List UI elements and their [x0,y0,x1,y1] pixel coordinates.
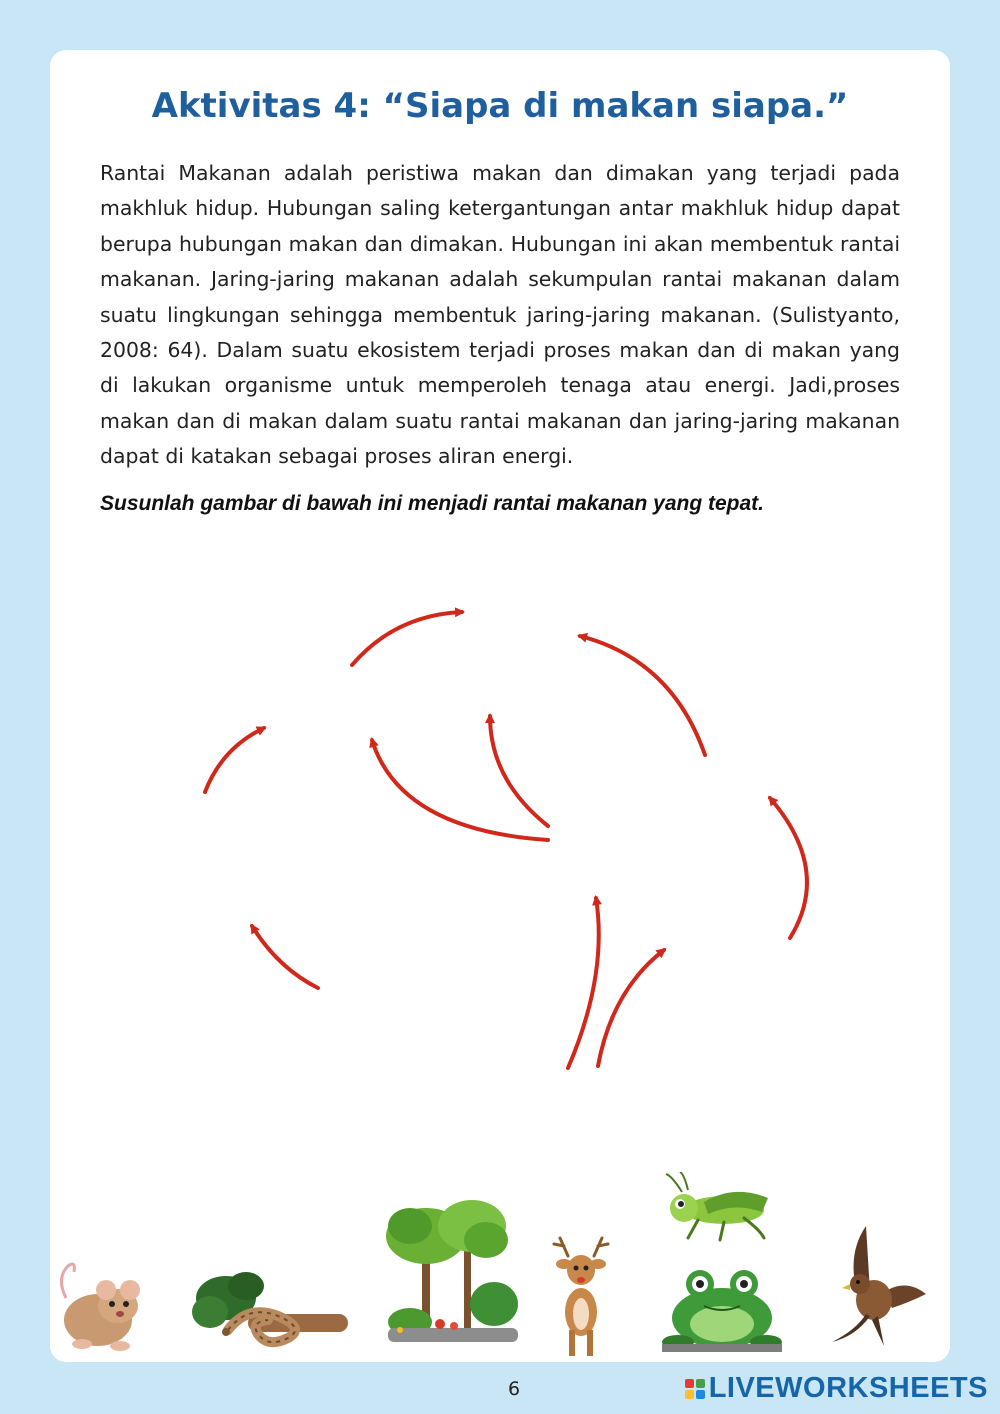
page-title: Aktivitas 4: “Siapa di makan siapa.” [151,86,849,126]
instruction-text: Susunlah gambar di bawah ini menjadi rantai makanan yang tepat. [100,492,764,515]
deer-icon[interactable] [544,1234,618,1358]
arrow-6 [770,798,807,938]
intro-paragraph: Rantai Makanan adalah peristiwa makan dan dimakan yang terjadi pada makhluk hidup. Hubungan saling ketergantungan antar makhluk hidup dapat berupa hubungan makan dan dimakan. Hubungan ini akan membentuk rantai makanan. Jaring-jaring makanan adalah sekumpulan rantai makanan dalam suatu lingkungan sehingga membentuk jaring-jaring makanan. (Sulistyanto, 2008: 64). Dalam suatu ekosistem terjadi proses makan dan di makan yang di lakukan organisme untuk memperoleh tenaga atau energi. Jadi,proses makan dan di makan dalam suatu rantai makanan dan jaring-jaring makanan dapat di katakan sebagai proses aliran energi. [100,161,900,469]
liveworksheets-brand[interactable] [685,1372,988,1405]
arrow-8 [568,898,599,1068]
grasshopper-icon[interactable] [664,1172,772,1242]
arrow-9 [598,950,664,1066]
arrow-1 [352,612,462,665]
brand-text: LIVEWORKSHEETS [708,1372,988,1404]
trees-plants-icon[interactable] [380,1196,524,1348]
arrow-2 [580,636,705,755]
snake-icon[interactable] [188,1264,350,1350]
arrow-4 [372,740,548,840]
frog-icon[interactable] [662,1262,782,1352]
liveworksheets-logo-icon [685,1379,705,1399]
arrow-7 [252,926,318,988]
page-number: 6 [508,1378,521,1400]
mouse-icon[interactable] [46,1258,154,1358]
arrow-3 [205,728,264,792]
eagle-icon[interactable] [826,1222,930,1348]
arrow-5 [490,716,548,826]
